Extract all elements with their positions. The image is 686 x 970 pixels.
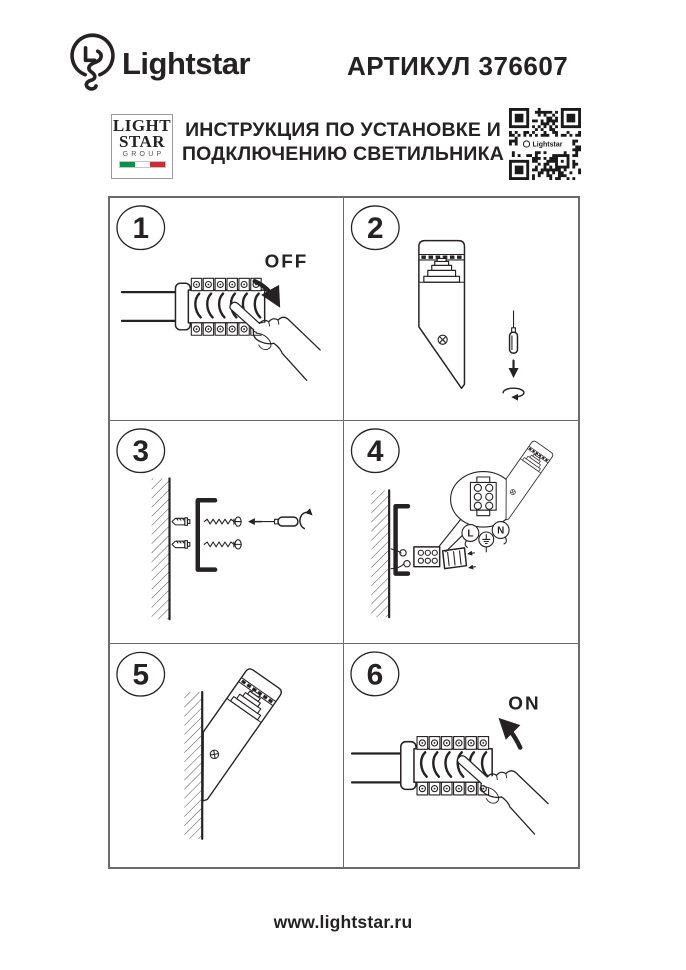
group-logo-line2: STAR [118,131,166,151]
article-number: АРТИКУЛ 376607 [347,51,569,81]
switch-on-arrow-icon [502,722,520,748]
step-panel-6 [344,644,578,867]
lightstar-group-logo [111,114,173,179]
qr-center-label: Lightstar [532,141,563,149]
step-panel-2 [344,198,578,421]
instruction-title-line1: ИНСТРУКЦИЯ ПО УСТАНОВКЕ И [185,119,501,141]
qr-code [509,108,581,180]
footer-url: www.lightstar.ru [273,912,413,932]
step-4-illustration [344,421,578,643]
flag-green [120,162,135,167]
italian-flag-bar [119,161,166,168]
wall-icon [152,478,170,619]
wall-icon [184,692,202,839]
step-panel-4 [344,421,578,644]
rotate-gesture-icon [503,388,524,397]
terminal-block-icon [414,547,475,569]
screwdriver-icon [503,311,524,397]
group-logo-line3: GROUP [122,151,165,158]
lightbulb-logo-icon [69,33,116,99]
step-number: 2 [367,212,384,246]
rotate-gesture-icon [300,512,311,528]
step-number: 3 [132,435,150,469]
screwdriver-icon [250,517,298,526]
on-label: ON [508,693,541,715]
magnifier-callout [439,472,516,552]
instruction-title-line2: ПОДКЛЮЧЕНИЮ СВЕТИЛЬНИКА [181,142,505,165]
power-off-breaker-icon [122,278,265,335]
screw-icon [204,517,241,526]
pointing-hand-icon [230,302,320,380]
wire-terminal-labels [462,522,509,552]
wall-lamp-icon [487,440,554,521]
flag-white [135,162,150,167]
step-1-illustration [110,198,343,420]
step-5-illustration [110,644,343,867]
instruction-title [180,119,506,166]
live-terminal-label: L [467,528,474,540]
step-2-illustration [344,198,578,420]
step-panel-3 [110,421,344,644]
group-logo-line1: LIGHT [112,116,172,135]
wall-icon [371,490,389,617]
neutral-terminal-label: N [497,525,505,537]
step-3-illustration [110,421,343,643]
brand-wordmark: Lightstar [122,46,251,81]
mounting-bracket-icon [396,506,408,573]
step-6-illustration [344,644,578,867]
step-number: 1 [132,212,150,246]
steps-grid [108,196,580,869]
off-label: OFF [264,250,309,272]
step-number: 4 [367,435,384,469]
step-panel-1 [110,198,344,421]
step-panel-5 [110,644,344,867]
screw-icon [204,540,241,549]
wall-anchor-icon [172,518,190,526]
wall-lamp-icon [419,241,465,389]
wall-anchor-icon [172,541,190,549]
mounting-bracket-icon [198,500,215,569]
step-number: 6 [366,658,384,692]
step-number: 5 [132,658,150,692]
flag-red [150,162,165,167]
